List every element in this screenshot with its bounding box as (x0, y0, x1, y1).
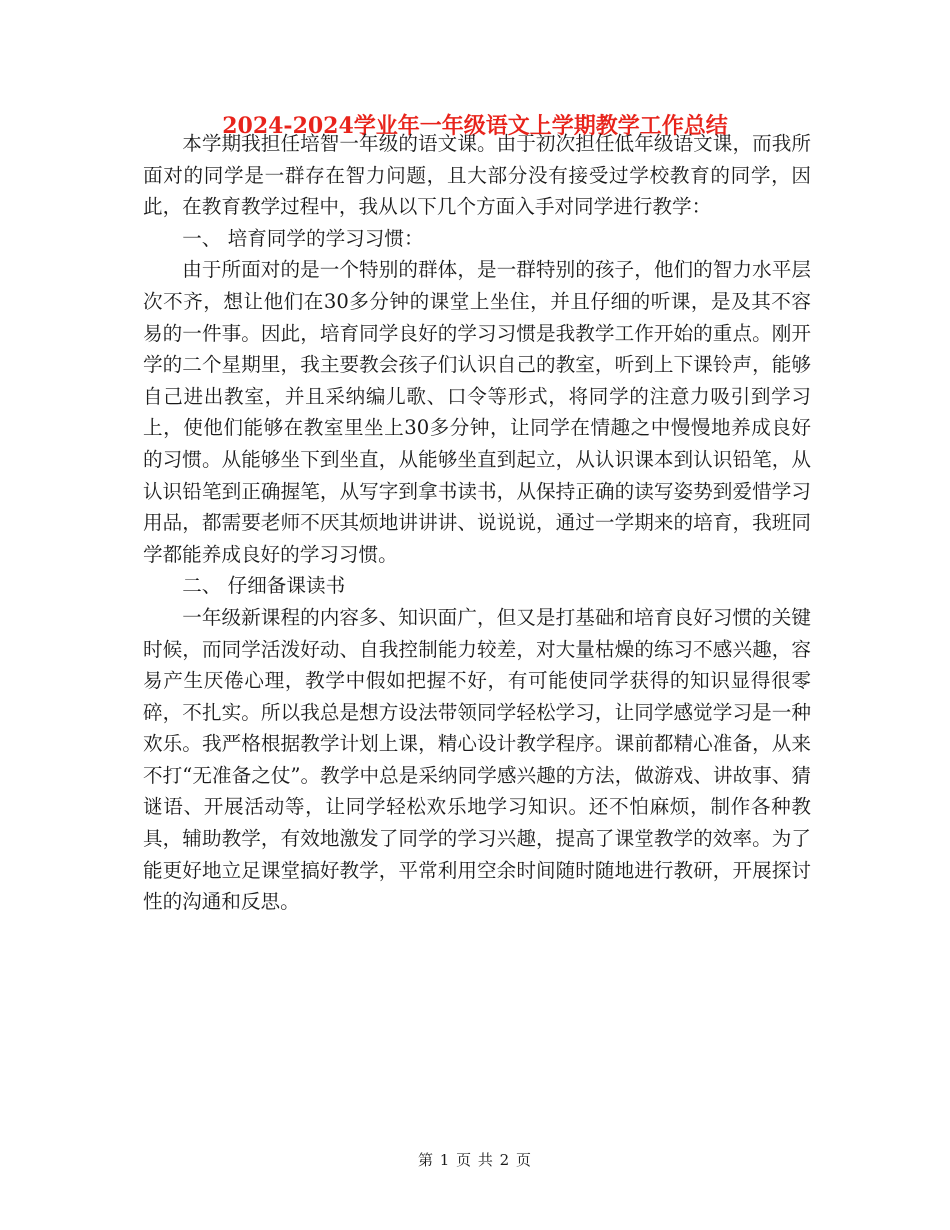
page-number-label: 第 1 页 共 2 页 (418, 1151, 532, 1169)
paragraph-section-1: 由于所面对的是一个特别的群体，是一群特别的孩子，他们的智力水平层次不齐，想让他们在30多分钟的课堂上坐住，并且仔细的听课，是及其不容易的一件事。因此，培育同学良好的学习习惯是我教学工作开始的重点。刚开学的二个星期里，我主要教会孩子们认识自己的教室，听到上下课铃声，能够自己进出教室，并且采纳编儿歌、口令等形式，将同学的注意力吸引到学习上，使他们能够在教室里坐上30多分钟，让同学在情趣之中慢慢地养成良好的习惯。从能够坐下到坐直，从能够坐直到起立，从认识课本到认识铅笔，从认识铅笔到正确握笔，从写字到拿书读书，从保持正确的读写姿势到爱惜学习用品，都需要老师不厌其烦地讲讲讲、说说说，通过一学期来的培育，我班同学都能养成良好的学习习惯。 (143, 258, 811, 566)
section-heading-1: 一、 培育同学的学习习惯： (182, 226, 424, 250)
paragraph-section-2: 一年级新课程的内容多、知识面广，但又是打基础和培育良好习惯的关键时候，而同学活泼好动、自我控制能力较差，对大量枯燥的练习不感兴趣，容易产生厌倦心理，教学中假如把握不好，有可能使同学获得的知识显得很零碎，不扎实。所以我总是想方设法带领同学轻松学习，让同学感觉学习是一种欢乐。我严格根据教学计划上课，精心设计教学程序。课前都精心准备，从来不打“无准备之仗”。教学中总是采纳同学感兴趣的方法，做游戏、讲故事、猜谜语、开展活动等，让同学轻松欢乐地学习知识。还不怕麻烦，制作各种教具，辅助教学，有效地激发了同学的学习兴趣，提高了课堂教学的效率。为了能更好地立足课堂搞好教学，平常利用空余时间随时随地进行教研，开展探讨性的沟通和反思。 (143, 605, 811, 914)
paragraph-intro: 本学期我担任培智一年级的语文课。由于初次担任低年级语文课，而我所面对的同学是一群存在智力问题，且大部分没有接受过学校教育的同学，因此，在教育教学过程中，我从以下几个方面入手对同学进行教学： (143, 132, 811, 219)
section-heading-2: 二、 仔细备课读书 (182, 574, 346, 598)
document-title: 2024-2024学业年一年级语文上学期教学工作总结 (222, 113, 728, 139)
page-footer (0, 1150, 950, 1170)
document-body (143, 128, 811, 918)
